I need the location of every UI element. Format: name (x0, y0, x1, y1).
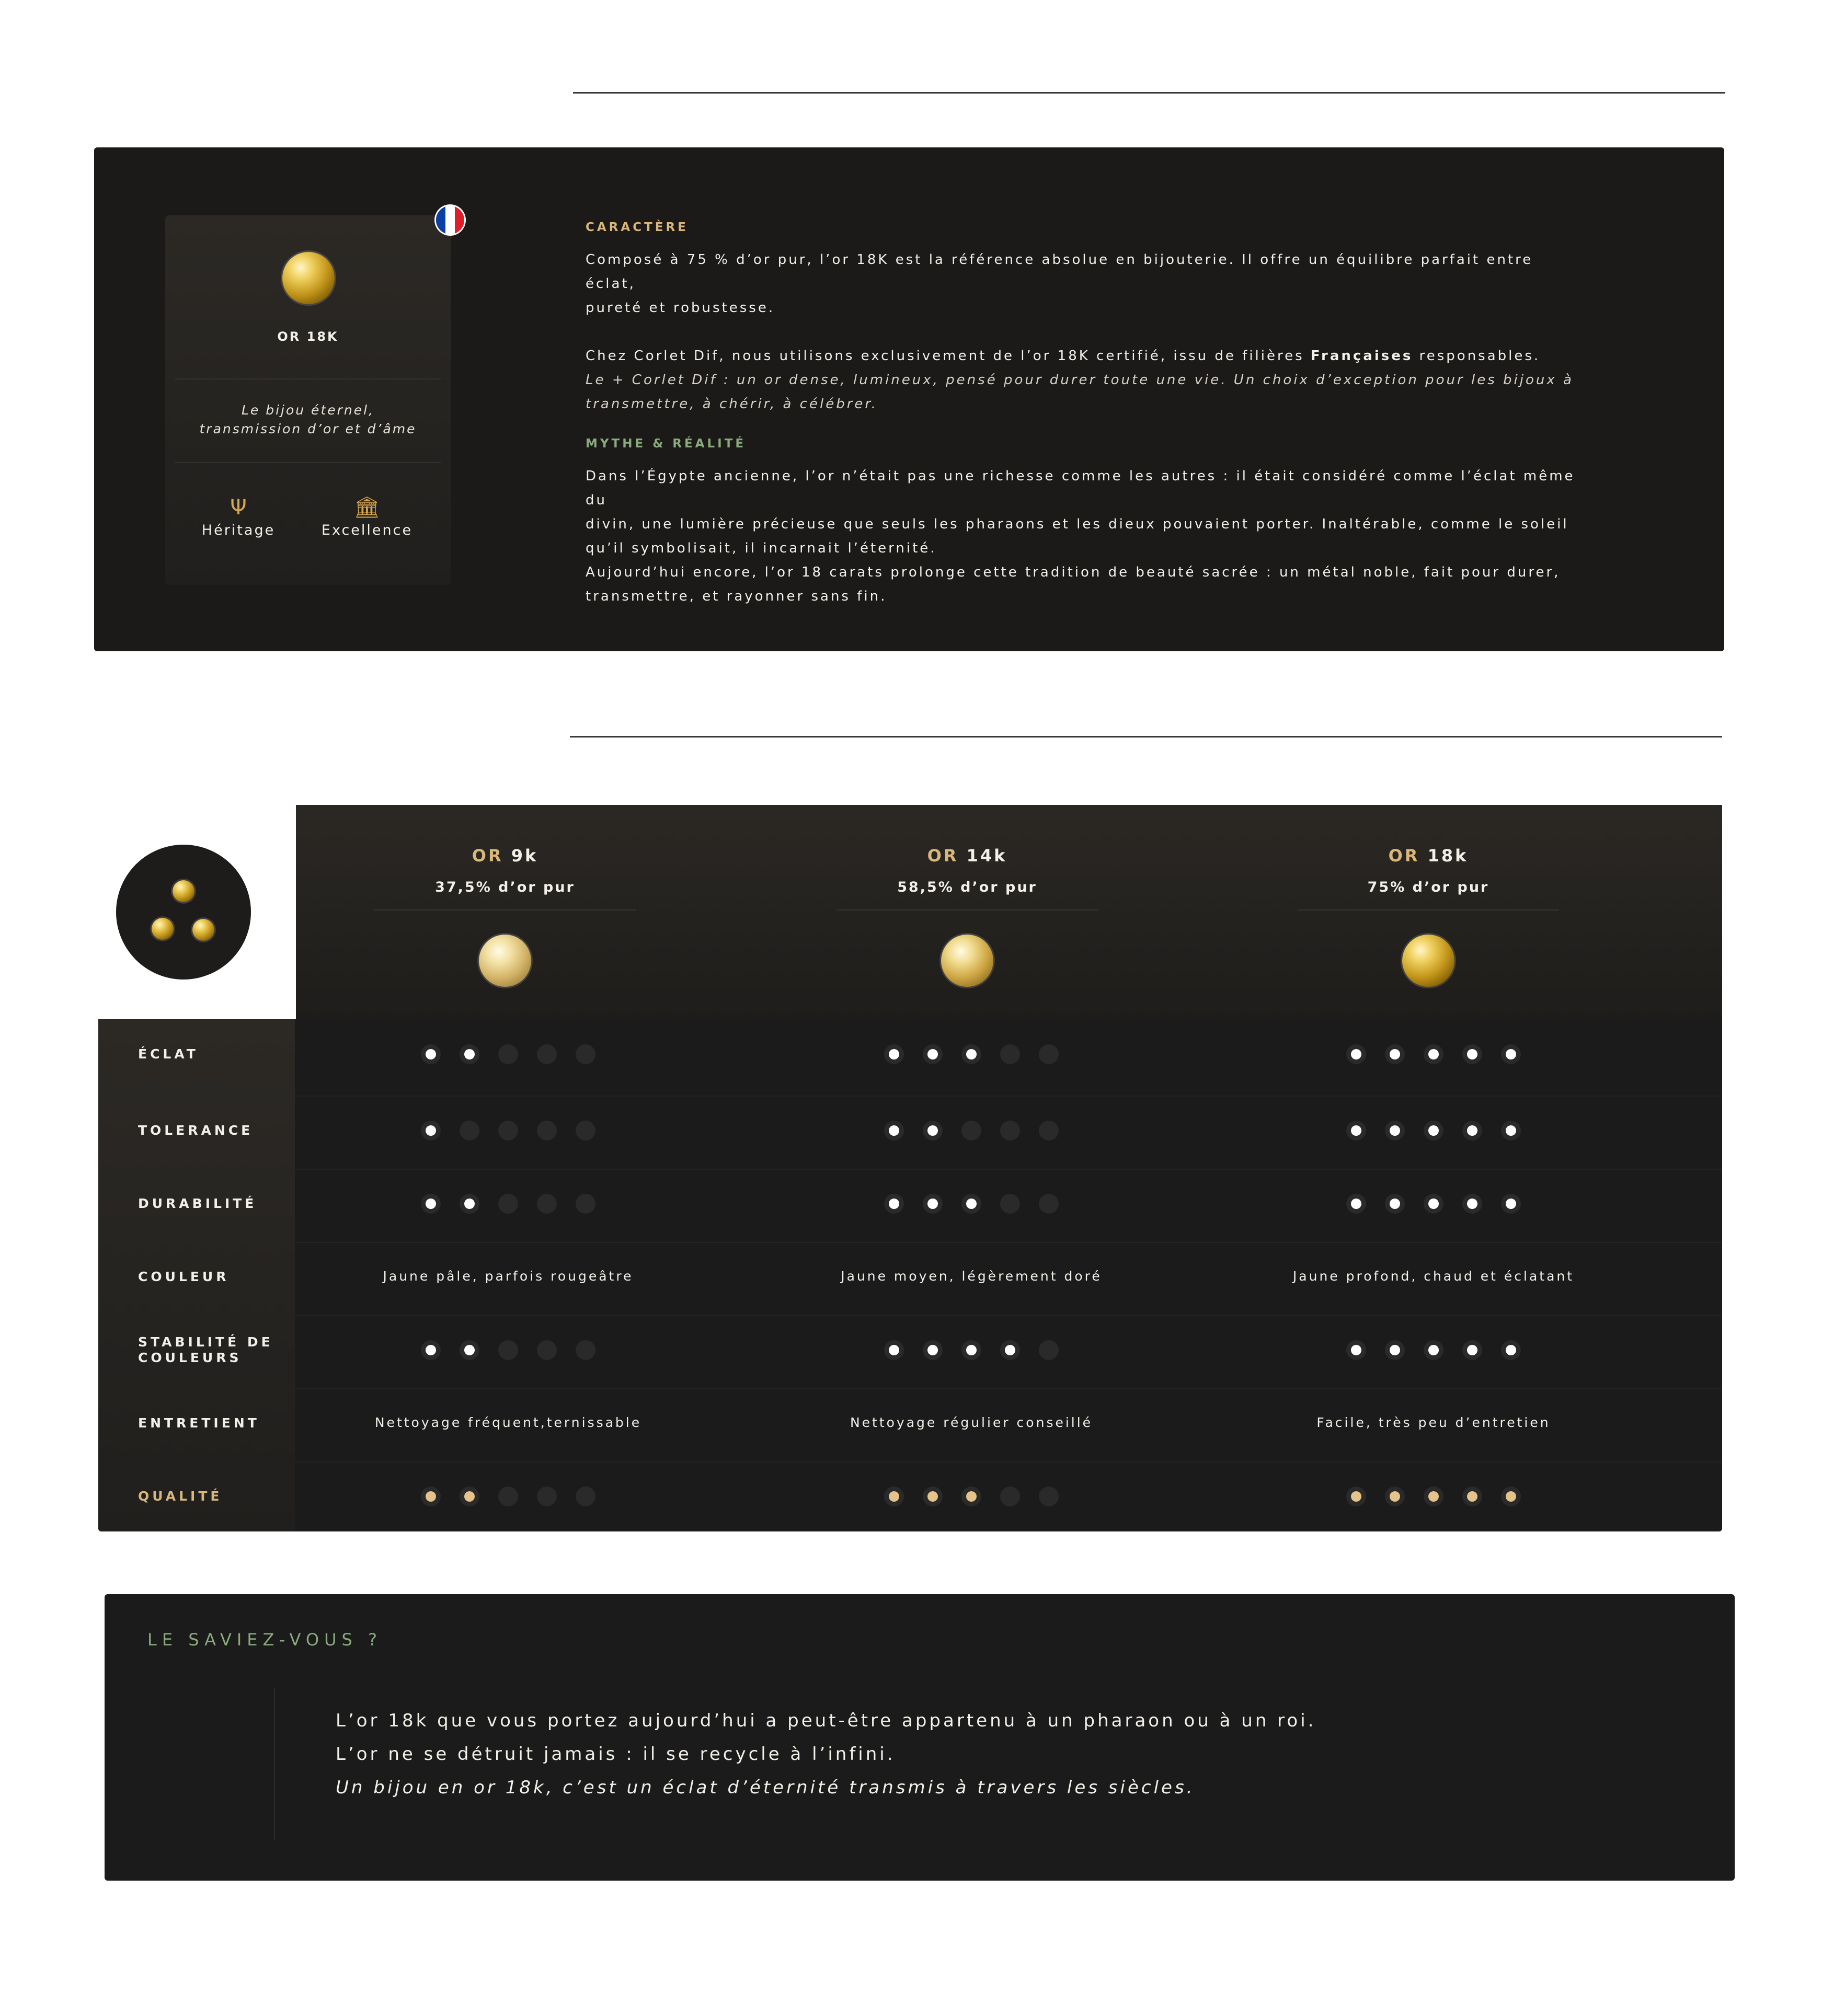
rating-dot-filled (460, 1194, 479, 1214)
table-cell (788, 1194, 1154, 1214)
rating-dots (1251, 1044, 1617, 1064)
rating-dot-filled (1385, 1487, 1405, 1506)
rating-dot-empty (576, 1121, 595, 1141)
temple-icon: 🏛 (353, 496, 381, 520)
rating-dot-empty (537, 1487, 557, 1506)
table-cell (788, 1487, 1154, 1506)
gold-card-tagline (165, 401, 451, 439)
rating-dot-empty (1039, 1487, 1059, 1506)
did-you-know-heading: LE SAVIEZ-VOUS ? (147, 1630, 382, 1650)
table-cell (1251, 1044, 1617, 1064)
gold-card-title: OR 18K (277, 329, 339, 344)
gold-coins-logo (116, 845, 251, 980)
rating-dot-filled (1385, 1044, 1405, 1064)
rating-dots (325, 1194, 691, 1214)
rating-dots (788, 1121, 1154, 1141)
rating-dot-filled (1346, 1194, 1366, 1214)
quote-bar (274, 1688, 275, 1840)
tagline-line: transmission d’or et d’âme (199, 421, 417, 436)
fact-line: Un bijou en or 18k, c’est un éclat d’éternité transmis à travers les siècles. (336, 1777, 1195, 1798)
table-cell (788, 1340, 1154, 1360)
paragraph-line (586, 344, 1579, 368)
rating-dot-filled (460, 1487, 479, 1506)
text-span: Chez Corlet Dif, nous utilisons exclusivement de l’or 18K certifié, issu de filières (586, 348, 1311, 364)
rating-dot-filled (1462, 1044, 1482, 1064)
did-you-know-text (336, 1704, 1316, 1804)
rating-dot-empty (537, 1340, 557, 1360)
feature-label: Héritage (201, 522, 276, 538)
table-cell (325, 1415, 691, 1430)
mythe-heading: MYTHE & RÉALITÉ (586, 437, 747, 451)
table-cell (325, 1194, 691, 1214)
table-cell (788, 1415, 1154, 1430)
rating-dots (325, 1340, 691, 1360)
gold-coin-icon (479, 935, 531, 987)
rating-dot-filled (1424, 1044, 1443, 1064)
rating-dot-filled (1385, 1194, 1405, 1214)
row-label: ENTRETIENT (138, 1415, 260, 1431)
comparison-header (296, 805, 1722, 1019)
rating-dots (788, 1044, 1154, 1064)
rating-dot-filled (923, 1340, 943, 1360)
rating-dot-filled (460, 1340, 479, 1360)
rating-dot-filled (1346, 1487, 1366, 1506)
rating-dot-filled (1424, 1487, 1443, 1506)
mid-divider (570, 736, 1722, 738)
rating-dot-filled (923, 1487, 943, 1506)
fact-line: L’or ne se détruit jamais : il se recycle à l’infini. (336, 1744, 896, 1765)
gold-coin-icon (941, 935, 993, 987)
rating-dot-filled (1000, 1340, 1020, 1360)
rating-dots (788, 1194, 1154, 1214)
rating-dot-empty (1000, 1194, 1020, 1214)
table-cell (325, 1044, 691, 1064)
cell-text: Jaune moyen, légèrement doré (841, 1269, 1102, 1284)
rating-dot-filled (1424, 1340, 1443, 1360)
rating-dot-filled (1462, 1121, 1482, 1141)
table-cell (1251, 1487, 1617, 1506)
row-label: ÉCLAT (138, 1046, 199, 1062)
table-cell (325, 1121, 691, 1141)
rating-dots (1251, 1487, 1617, 1506)
row-label: DURABILITÉ (138, 1196, 257, 1211)
rating-dot-empty (576, 1340, 595, 1360)
rating-dot-filled (460, 1044, 479, 1064)
paragraph-line: Le + Corlet Dif : un or dense, lumineux, pensé pour durer toute une vie. Un choix d’exception pour les bijoux à (586, 372, 1574, 388)
divider (1298, 909, 1559, 911)
rating-dot-empty (1000, 1121, 1020, 1141)
cell-text: Jaune pâle, parfois rougeâtre (383, 1269, 634, 1284)
rating-dot-empty (576, 1044, 595, 1064)
gold-info-panel (94, 147, 1724, 651)
table-cell (788, 1121, 1154, 1141)
paragraph-line: qu’il symbolisait, il incarnait l’éternité. (586, 540, 937, 556)
trident-icon: Ψ (230, 496, 247, 520)
row-divider (295, 1461, 1722, 1462)
feature-label: Excellence (321, 522, 413, 538)
cell-text: Jaune profond, chaud et éclatant (1292, 1269, 1575, 1284)
cell-text: Nettoyage régulier conseillé (850, 1415, 1093, 1430)
rating-dot-empty (961, 1121, 981, 1141)
row-divider (295, 1388, 1722, 1389)
rating-dot-filled (1424, 1121, 1443, 1141)
rating-dot-filled (884, 1044, 904, 1064)
tagline-line: Le bijou éternel, (241, 402, 375, 418)
rating-dot-filled (1501, 1121, 1521, 1141)
rating-dot-filled (1424, 1194, 1443, 1214)
rating-dot-filled (1501, 1340, 1521, 1360)
rating-dot-filled (923, 1121, 943, 1141)
rating-dot-empty (498, 1044, 518, 1064)
table-cell (788, 1269, 1154, 1284)
rating-dot-empty (1000, 1487, 1020, 1506)
gold-coin-icon (152, 918, 174, 940)
row-label: QUALITÉ (138, 1489, 223, 1504)
rating-dot-filled (1462, 1487, 1482, 1506)
rating-dot-filled (961, 1044, 981, 1064)
rating-dots (1251, 1121, 1617, 1141)
rating-dot-filled (923, 1194, 943, 1214)
row-label: COULEUR (138, 1269, 230, 1284)
rating-dot-empty (537, 1121, 557, 1141)
cell-text: Nettoyage fréquent,ternissable (374, 1415, 642, 1430)
row-label: STABILITÉ DE COULEURS (138, 1334, 273, 1365)
rating-dot-filled (1501, 1044, 1521, 1064)
rating-dot-filled (1346, 1121, 1366, 1141)
gold-card (165, 215, 451, 585)
rating-dot-empty (1039, 1194, 1059, 1214)
caractere-heading: CARACTÈRE (586, 221, 689, 234)
rating-dot-filled (1462, 1340, 1482, 1360)
divider (836, 909, 1098, 911)
rating-dots (1251, 1340, 1617, 1360)
gold-coin-icon (282, 252, 335, 304)
table-cell (325, 1487, 691, 1506)
did-you-know-panel (105, 1594, 1735, 1881)
feature-excellence (315, 495, 419, 538)
rating-dot-filled (884, 1194, 904, 1214)
rating-dot-filled (1385, 1340, 1405, 1360)
row-divider (295, 1169, 1722, 1170)
rating-dot-filled (421, 1044, 441, 1064)
rating-dot-filled (1462, 1194, 1482, 1214)
gold-coin-icon (192, 919, 214, 941)
rating-dot-empty (460, 1121, 479, 1141)
rating-dot-filled (1501, 1194, 1521, 1214)
rating-dot-filled (1385, 1121, 1405, 1141)
rating-dots (325, 1487, 691, 1506)
rating-dot-empty (537, 1044, 557, 1064)
rating-dot-filled (884, 1121, 904, 1141)
fact-line: L’or 18k que vous portez aujourd’hui a peut-être appartenu à un pharaon ou à un roi. (336, 1710, 1316, 1731)
rating-dot-empty (1039, 1121, 1059, 1141)
gold-description (586, 221, 1579, 608)
rating-dots (1251, 1194, 1617, 1214)
rating-dot-empty (576, 1487, 595, 1506)
rating-dot-empty (537, 1194, 557, 1214)
divider (175, 378, 441, 379)
paragraph-line: transmettre, à chérir, à célébrer. (586, 396, 878, 412)
divider (374, 909, 636, 911)
rating-dot-empty (498, 1121, 518, 1141)
paragraph-line: pureté et robustesse. (586, 300, 775, 316)
table-cell (325, 1340, 691, 1360)
row-divider (295, 1315, 1722, 1316)
rating-dot-filled (961, 1340, 981, 1360)
table-cell (1251, 1269, 1617, 1284)
paragraph-line: divin, une lumière précieuse que seuls les pharaons et les dieux pouvaient porter. Inaltérable, comme le soleil (586, 516, 1569, 532)
column-purity: 37,5% d’or pur (435, 879, 575, 895)
column-purity: 75% d’or pur (1367, 879, 1489, 895)
row-divider (295, 1242, 1722, 1243)
rating-dot-empty (498, 1194, 518, 1214)
rating-dot-filled (421, 1194, 441, 1214)
table-cell (788, 1044, 1154, 1064)
rating-dot-filled (1346, 1340, 1366, 1360)
column-title: OR 9k (472, 846, 538, 866)
rating-dot-empty (498, 1340, 518, 1360)
gold-coin-icon (1402, 935, 1454, 987)
column-title: OR 14k (927, 846, 1007, 866)
top-divider (573, 92, 1725, 94)
rating-dot-filled (1501, 1487, 1521, 1506)
rating-dot-empty (576, 1194, 595, 1214)
rating-dot-filled (1346, 1044, 1366, 1064)
divider (175, 462, 441, 463)
rating-dot-filled (923, 1044, 943, 1064)
paragraph-line: Composé à 75 % d’or pur, l’or 18K est la référence absolue en bijouterie. Il offre un équilibre parfait entre éclat, (586, 252, 1533, 292)
column-purity: 58,5% d’or pur (897, 879, 1037, 895)
rating-dot-filled (961, 1194, 981, 1214)
row-label: TOLERANCE (138, 1123, 254, 1138)
feature-heritage (186, 495, 291, 538)
column-title: OR 18k (1388, 846, 1469, 866)
rating-dot-filled (961, 1487, 981, 1506)
table-cell (1251, 1340, 1617, 1360)
rating-dots (788, 1340, 1154, 1360)
rating-dot-filled (884, 1487, 904, 1506)
comparison-table (98, 1019, 1722, 1531)
gold-coin-icon (173, 880, 194, 902)
paragraph-line: Dans l’Égypte ancienne, l’or n’était pas une richesse comme les autres : il était considéré comme l’éclat même du (586, 468, 1575, 508)
table-cell (1251, 1121, 1617, 1141)
paragraph-line: transmettre, et rayonner sans fin. (586, 589, 887, 604)
rating-dot-filled (421, 1121, 441, 1141)
table-cell (1251, 1415, 1617, 1430)
rating-dot-filled (421, 1487, 441, 1506)
table-cell (325, 1269, 691, 1284)
text-span: responsables. (1413, 348, 1541, 364)
rating-dot-filled (421, 1340, 441, 1360)
rating-dots (788, 1487, 1154, 1506)
text-bold: Françaises (1310, 348, 1413, 364)
table-cell (1251, 1194, 1617, 1214)
rating-dot-empty (1000, 1044, 1020, 1064)
rating-dot-filled (884, 1340, 904, 1360)
rating-dots (325, 1044, 691, 1064)
rating-dot-empty (498, 1487, 518, 1506)
paragraph-line: Aujourd’hui encore, l’or 18 carats prolonge cette tradition de beauté sacrée : un métal noble, fait pour durer, (586, 565, 1561, 580)
row-divider (295, 1096, 1722, 1097)
rating-dot-empty (1039, 1044, 1059, 1064)
french-flag-icon (436, 206, 464, 234)
cell-text: Facile, très peu d’entretien (1316, 1415, 1551, 1430)
rating-dots (325, 1121, 691, 1141)
rating-dot-empty (1039, 1340, 1059, 1360)
